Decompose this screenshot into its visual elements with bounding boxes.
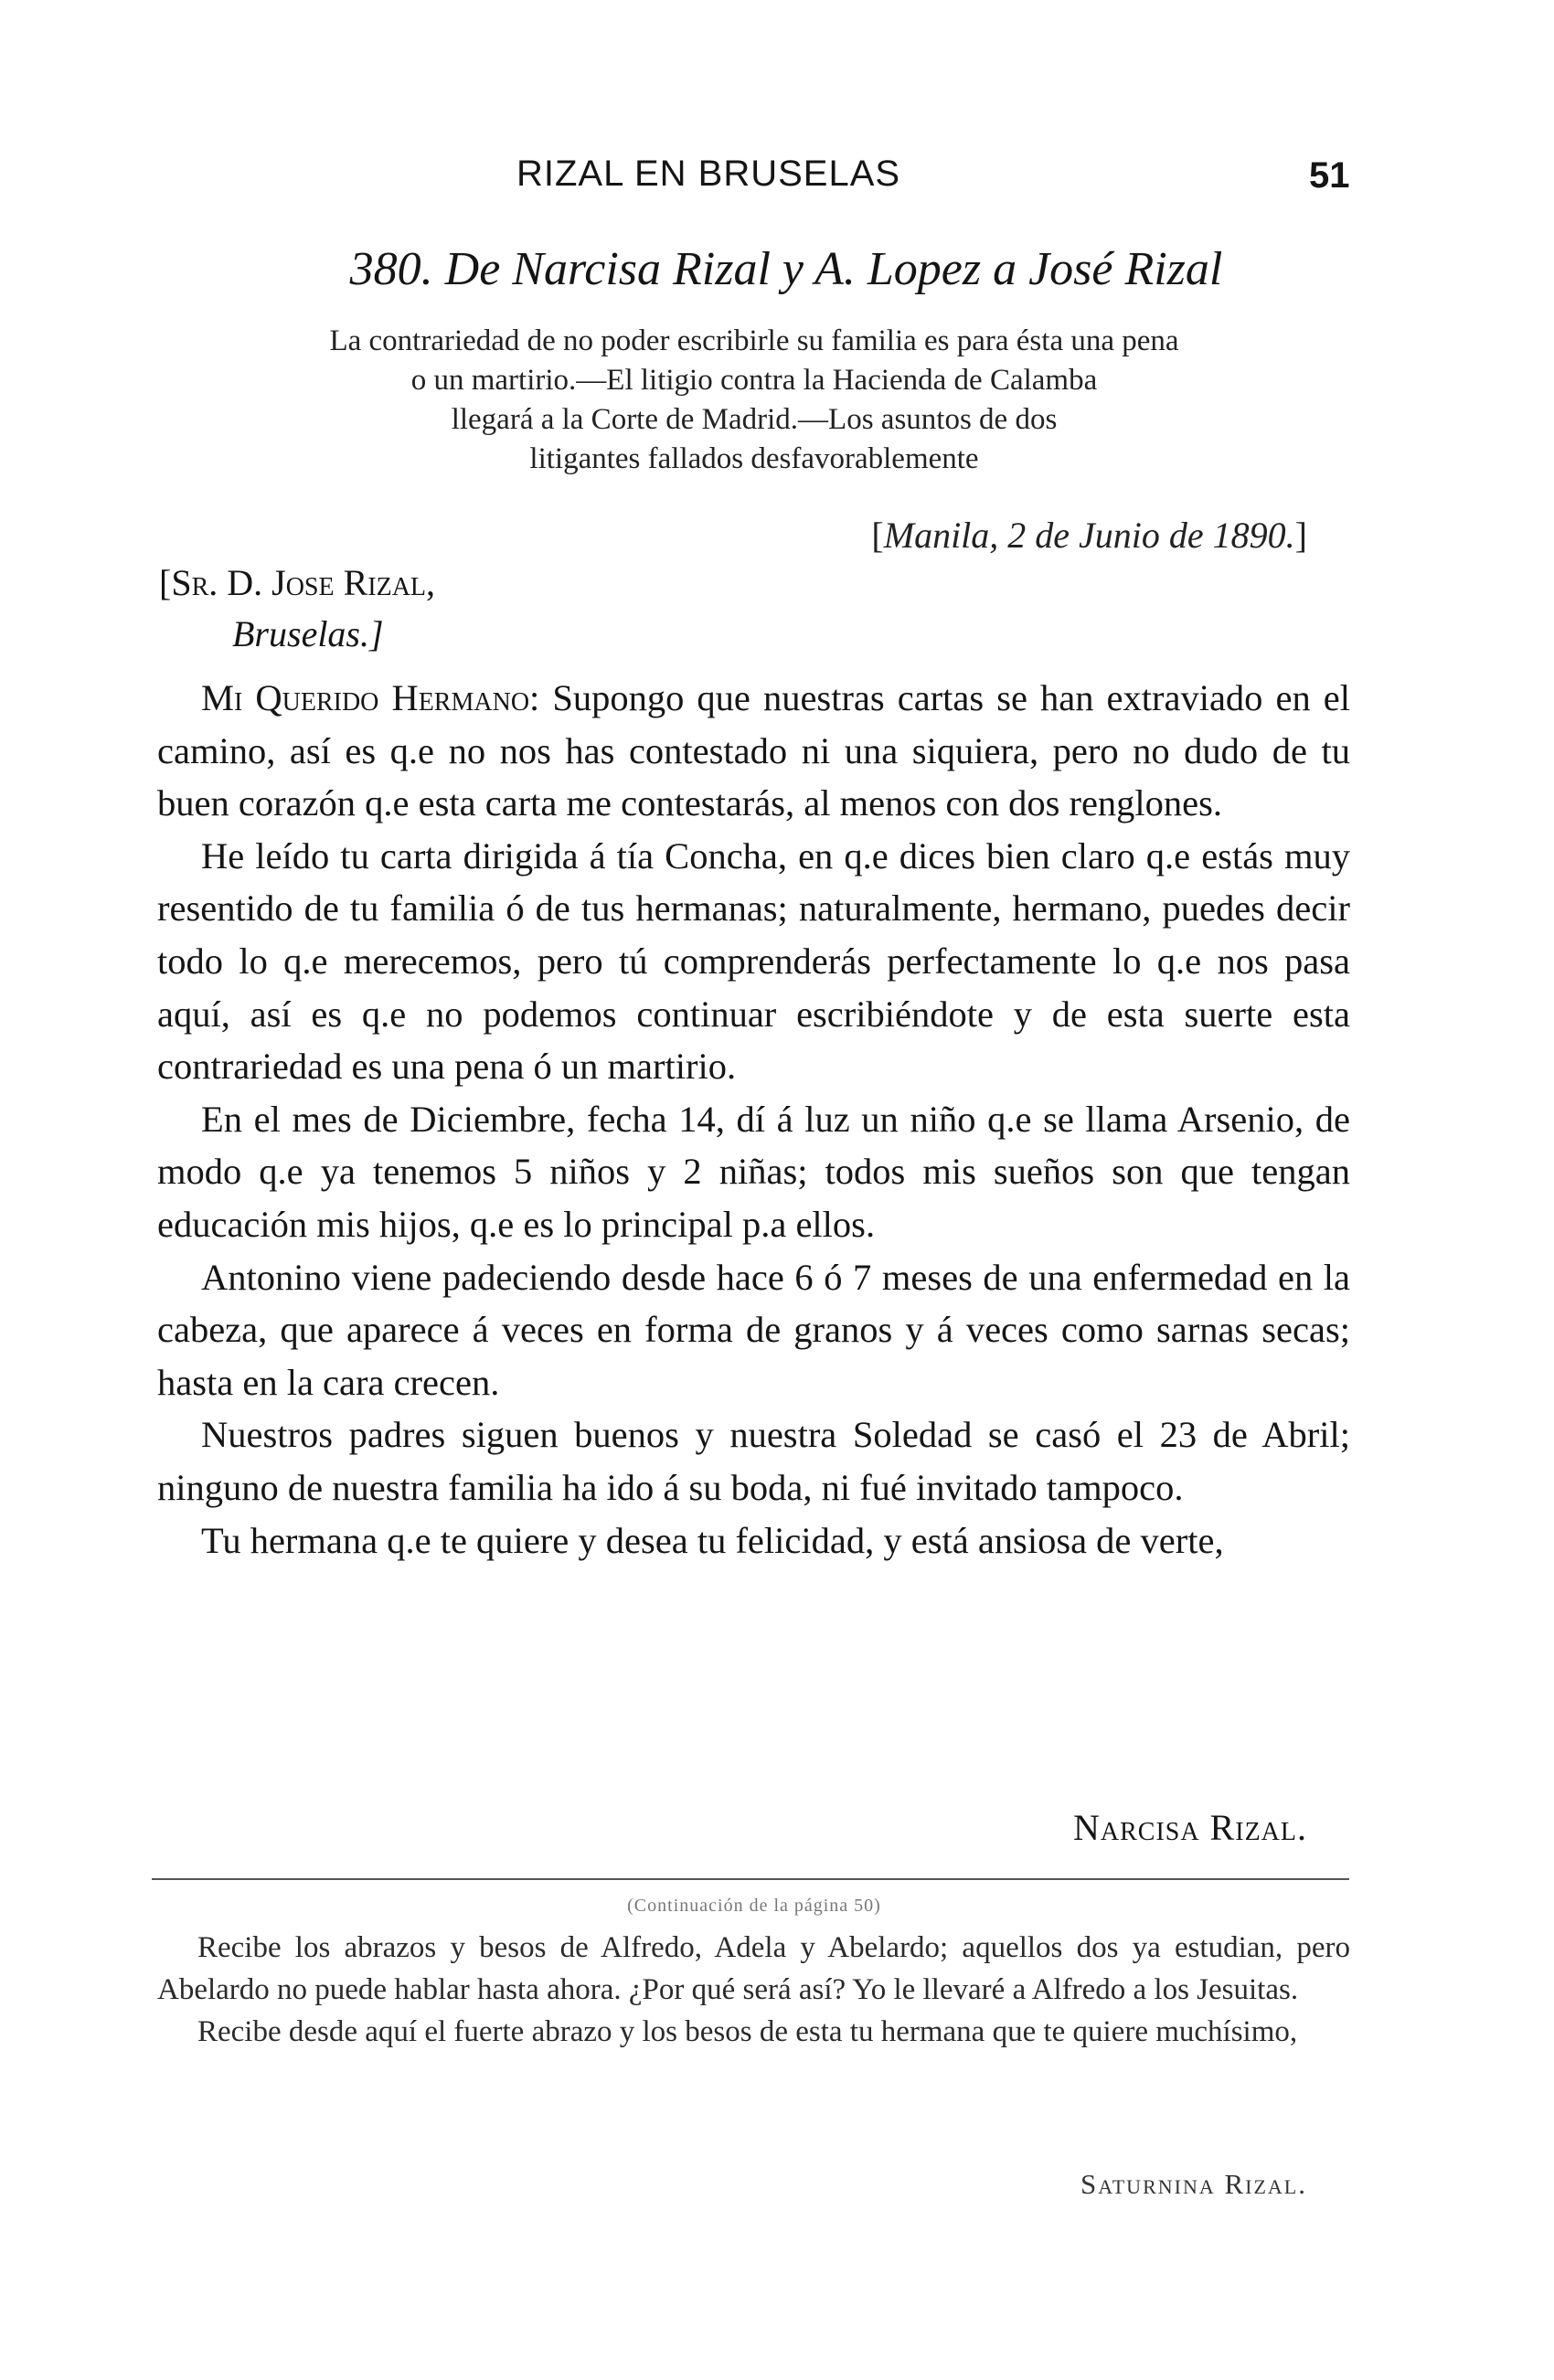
body-paragraph: He leído tu carta dirigida á tía Concha, en q.e dices bien claro q.e estás muy resentido de tu familia ó de tus hermanas; naturalmente, hermano, puedes decir todo lo q.e merecemos, pero tú comprenderás perfectamente lo q.e nos pasa aquí, así es q.e no podemos continuar escribiéndote y de esta suerte esta contrariedad es una pena ó un martirio. [157,834,1350,1088]
body-paragraph [157,672,1350,830]
continuation-paragraph: Recibe desde aquí el fuerte abrazo y los besos de esta tu hermana que te quiere muchísimo, [197,2015,1298,2048]
letter-body [157,672,1350,1567]
body-paragraph: Nuestros padres siguen buenos y nuestra Soledad se casó el 23 de Abril; ninguno de nuestra familia ha ido á su boda, ni fué invitado tampoco. [157,1414,1350,1508]
summary-line: litigantes fallados desfavorablemente [529,442,979,475]
place-date-close-bracket: ] [1294,515,1307,556]
place-date-text: Manila, 2 de Junio de 1890. [883,515,1295,556]
addressee-city: Bruselas.] [232,613,384,654]
continuation-text [157,1927,1350,2053]
footnote-divider [152,1878,1349,1880]
page-number: 51 [1309,155,1350,196]
body-paragraph: Tu hermana q.e te quiere y desea tu felicidad, y está ansiosa de verte, [201,1519,1224,1561]
body-paragraph: En el mes de Diciembre, fecha 14, dí á luz un niño q.e se llama Arsenio, de modo q.e ya tenemos 5 niños y 2 niñas; todos mis sueños son que tengan educación mis hijos, q.e es lo principal p.a ellos. [157,1098,1350,1245]
place-date [731,514,1307,557]
body-paragraph: Antonino viene padeciendo desde hace 6 ó 7 meses de una enfermedad en la cabeza, que aparece á veces en forma de granos y á veces como sarnas secas; hasta en la cara crecen. [157,1256,1350,1403]
summary-line: o un martirio.—El litigio contra la Hacienda de Calamba [410,364,1098,397]
signature-saturnina: Saturnina Rizal. [1080,2168,1307,2200]
summary-line: La contrariedad de no poder escribirle su familia es para ésta una pena [329,324,1179,357]
running-title: RIZAL EN BRUSELAS [516,154,901,194]
salutation: Mi Querido Hermano: [201,677,540,718]
continuation-paragraph: Recibe los abrazos y besos de Alfredo, Adela y Abelardo; aquellos dos ya estudian, pero Abelardo no puede hablar hasta ahora. ¿Por qué será así? Yo le llevaré a Alfredo a los Jesuitas. [157,1931,1350,2006]
continuation-note: (Continuación de la página 50) [627,1896,881,1916]
addressee-name: [Sr. D. Jose Rizal, [159,562,436,603]
place-date-open-bracket: [ [871,515,884,556]
signature-narcisa: Narcisa Rizal. [1072,1807,1307,1848]
body-paragraph-text: Supongo que nuestras cartas se han extraviado en el camino, así es q.e no nos has contestado ni una siquiera, pero no dudo de tu buen corazón q.e esta carta me contestarás, al menos con dos renglones. [157,677,1350,824]
letter-summary [155,322,1353,479]
addressee [159,558,435,660]
summary-line: llegará a la Corte de Madrid.—Los asuntos de dos [451,403,1058,436]
letter-title: 380. De Narcisa Rizal y A. Lopez a José Rizal [349,243,1223,295]
